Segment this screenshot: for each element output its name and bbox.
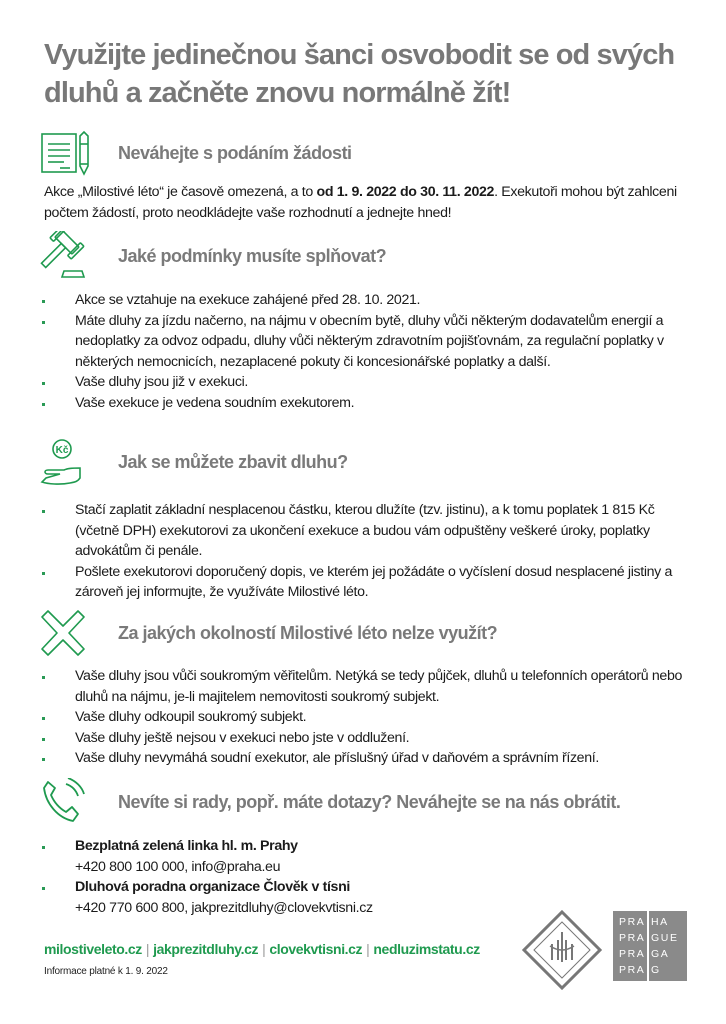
list-item: Vaše dluhy odkoupil soukromý subjekt.	[40, 707, 700, 728]
list-item: Pošlete exekutorovi doporučený dopis, ve kterém jej požádáte o vyčíslení dosud nesplacené jistiny a zároveň jej informujte, že využíváte Milostivé léto.	[40, 562, 700, 603]
section-heading: Jak se můžete zbavit dluhu?	[118, 451, 348, 472]
list-item: Vaše dluhy ještě nejsou v exekuci nebo jste v oddlužení.	[40, 728, 700, 749]
footer-links	[44, 941, 480, 957]
link-clovekvtisni[interactable]: clovekvtisni.cz	[269, 941, 363, 957]
section-heading: Jaké podmínky musíte splňovat?	[118, 245, 387, 266]
section-contact-header	[40, 776, 621, 828]
paragraph-text: . Exekutoři mohou být zahlceni počtem žádostí, proto neodkládejte vaše rozhodnutí a jednejte hned!	[44, 184, 677, 221]
logo-divider	[647, 911, 649, 981]
logo-text: GA	[651, 948, 670, 960]
logo-text: G	[651, 964, 661, 976]
list-item: Vaše dluhy nevymáhá soudní exekutor, ale příslušný úřad v daňovém a správním řízení.	[40, 748, 700, 769]
section-heading: Neváhejte s podáním žádosti	[118, 142, 352, 163]
contact-details[interactable]: +420 770 600 800, jakprezitdluhy@clovekvtisni.cz	[75, 899, 373, 916]
contact-name: Bezplatná zelená linka hl. m. Prahy	[75, 838, 298, 854]
validity-note: Informace platné k 1. 9. 2022	[44, 966, 168, 977]
separator: |	[262, 941, 266, 957]
section-heading: Za jakých okolností Milostivé léto nelze využít?	[118, 622, 498, 643]
cross-icon	[40, 607, 100, 659]
logo-left-column	[619, 914, 645, 978]
clovek-v-tisni-logo	[522, 910, 602, 990]
contact-details[interactable]: +420 800 100 000, info@praha.eu	[75, 858, 281, 875]
contact-name: Dluhová poradna organizace Člověk v tísni	[75, 879, 350, 896]
link-jakprezitdluhy[interactable]: jakprezitdluhy.cz	[153, 941, 259, 957]
logo-text: HA	[651, 916, 669, 928]
praha-logo	[613, 911, 687, 981]
list-item: Vaše dluhy jsou již v exekuci.	[40, 372, 700, 393]
link-nedluzimstatu[interactable]: nedluzimstatu.cz	[373, 941, 480, 957]
document-pen-icon	[40, 127, 100, 179]
section-how-header	[40, 436, 348, 488]
logo-text: GUE	[651, 932, 679, 944]
section-exclusions-header	[40, 607, 498, 659]
logo-text: PRA	[619, 964, 646, 976]
hand-coin-kc-icon	[40, 436, 100, 488]
phone-icon	[40, 776, 100, 828]
section-apply-header	[40, 127, 352, 179]
separator: |	[366, 941, 370, 957]
section-heading: Nevíte si rady, popř. máte dotazy? Neváhejte se na nás obrátit.	[118, 791, 621, 812]
list-item: Máte dluhy za jízdu načerno, na nájmu v obecním bytě, dluhy vůči některým dodavatelům energií a nedoplatky za odvoz odpadu, dluhy vůči některým zdravotním pojišťovnám, za regulační poplatky v některých nemocnicích, nezaplacené pokuty či koncesionářské poplatky a další.	[40, 311, 700, 373]
conditions-list	[40, 290, 700, 414]
apply-paragraph	[44, 182, 694, 224]
logo-text: PRA	[619, 932, 646, 944]
how-list	[40, 500, 700, 603]
list-item: Vaše exekuce je vedena soudním exekutorem.	[40, 393, 700, 414]
contact-item	[40, 836, 700, 877]
page-title: Využijte jedinečnou šanci osvobodit se od svých dluhů a začněte znovu normálně žít!	[44, 39, 675, 109]
logo-right-column	[651, 914, 679, 978]
contact-list	[40, 836, 700, 918]
exclusions-list	[40, 666, 700, 769]
separator: |	[145, 941, 150, 957]
list-item: Akce se vztahuje na exekuce zahájené před 28. 10. 2021.	[40, 290, 700, 311]
paragraph-text: Akce „Milostivé léto“ je časově omezená, a to	[44, 184, 317, 200]
gavel-icon	[40, 230, 100, 282]
logo-text: PRA	[619, 948, 646, 960]
section-conditions-header	[40, 230, 387, 282]
date-range: od 1. 9. 2022 do 30. 11. 2022	[316, 184, 495, 200]
list-item: Vaše dluhy jsou vůči soukromým věřitelům. Netýká se tedy půjček, dluhů u telefonních operátorů nebo dluhů na nájmu, je-li majitelem nemovitosti soukromý subjekt.	[40, 666, 700, 707]
list-item: Stačí zaplatit základní nesplacenou částku, kterou dlužíte (tzv. jistinu), a k tomu poplatek 1 815 Kč (včetně DPH) exekutorovi za ukončení exekuce a budou vám odpuštěny veškeré úroky, poplatky advokátům či penále.	[40, 500, 700, 562]
link-milostiveleto[interactable]: milostiveleto.cz	[44, 941, 142, 957]
logo-text: PRA	[619, 916, 646, 928]
svg-text:Kč: Kč	[55, 445, 69, 456]
